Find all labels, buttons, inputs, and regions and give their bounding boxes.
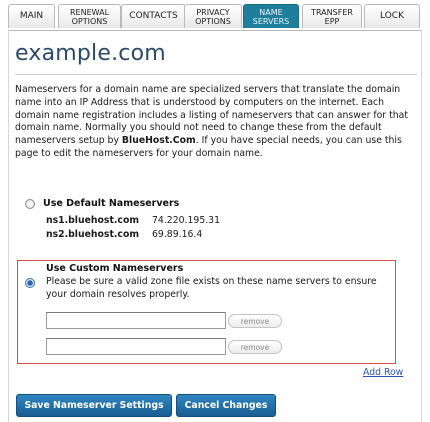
tab-lock[interactable] [364,4,420,28]
custom-nameservers-note: Please be sure a valid zone file exists on these name servers to ensure your domain resolves properly. [46,276,377,300]
default-ns1-row [46,215,220,226]
ns1-host: ns1.bluehost.com [46,215,140,226]
tab-name-servers[interactable] [243,4,299,28]
default-ns2-row [46,229,202,240]
ns2-host: ns2.bluehost.com [46,229,140,240]
description [15,84,415,161]
custom-nameserver-input-2[interactable] [46,338,226,355]
tab-renewal-label-2: OPTIONS [71,16,108,26]
description-part1: Nameservers for a domain name are specialized servers that translate the domain name into an IP Address that is understood by computers on the internet. Each domain name registration includes a listing of nameservers that can answer for that domain name. Normally you should not need to change these from the default nameservers setup by [15,84,408,147]
add-row-link[interactable]: Add Row [363,367,404,378]
tab-transfer-label-2: EPP [324,16,340,26]
tab-privacy-label-2: OPTIONS [195,16,231,26]
tab-main-label: MAIN [19,11,44,21]
save-nameserver-settings-button[interactable]: Save Nameserver Settings [16,394,172,417]
tab-name-servers-label-2: SERVERS [252,16,290,26]
ns1-ip: 74.220.195.31 [152,215,221,226]
description-part2: . If you have special needs, you can use this page to edit the nameservers for your domain name. [15,135,402,159]
tab-transfer-epp[interactable] [302,4,362,28]
ns2-ip: 69.89.16.4 [152,229,203,240]
title-divider [15,74,417,75]
remove-button-1[interactable]: remove [228,314,282,328]
remove-button-2[interactable]: remove [228,340,282,354]
description-brand: BlueHost.Com [121,135,196,147]
tab-name-servers-label-1: NAME [259,7,283,17]
tab-lock-label: LOCK [380,11,404,21]
tab-privacy-label-1: PRIVACY [196,7,230,17]
tab-main[interactable] [8,4,55,28]
page-title: example.com [15,41,166,66]
custom-nameserver-input-1[interactable] [46,312,226,329]
tab-renewal-label-1: RENEWAL [69,7,110,17]
tab-transfer-label-1: TRANSFER [311,7,353,17]
custom-nameservers-label: Use Custom Nameservers [46,263,184,274]
tab-contacts-label: CONTACTS [129,11,178,21]
tab-privacy-options[interactable] [184,4,242,28]
custom-nameservers-radio[interactable] [25,278,35,288]
cancel-changes-button[interactable]: Cancel Changes [176,394,276,417]
tab-renewal-options[interactable] [58,4,121,28]
default-nameservers-radio[interactable] [25,199,35,209]
tab-contacts[interactable] [121,4,186,28]
default-nameservers-label: Use Default Nameservers [43,198,180,209]
tab-bar [8,4,422,30]
